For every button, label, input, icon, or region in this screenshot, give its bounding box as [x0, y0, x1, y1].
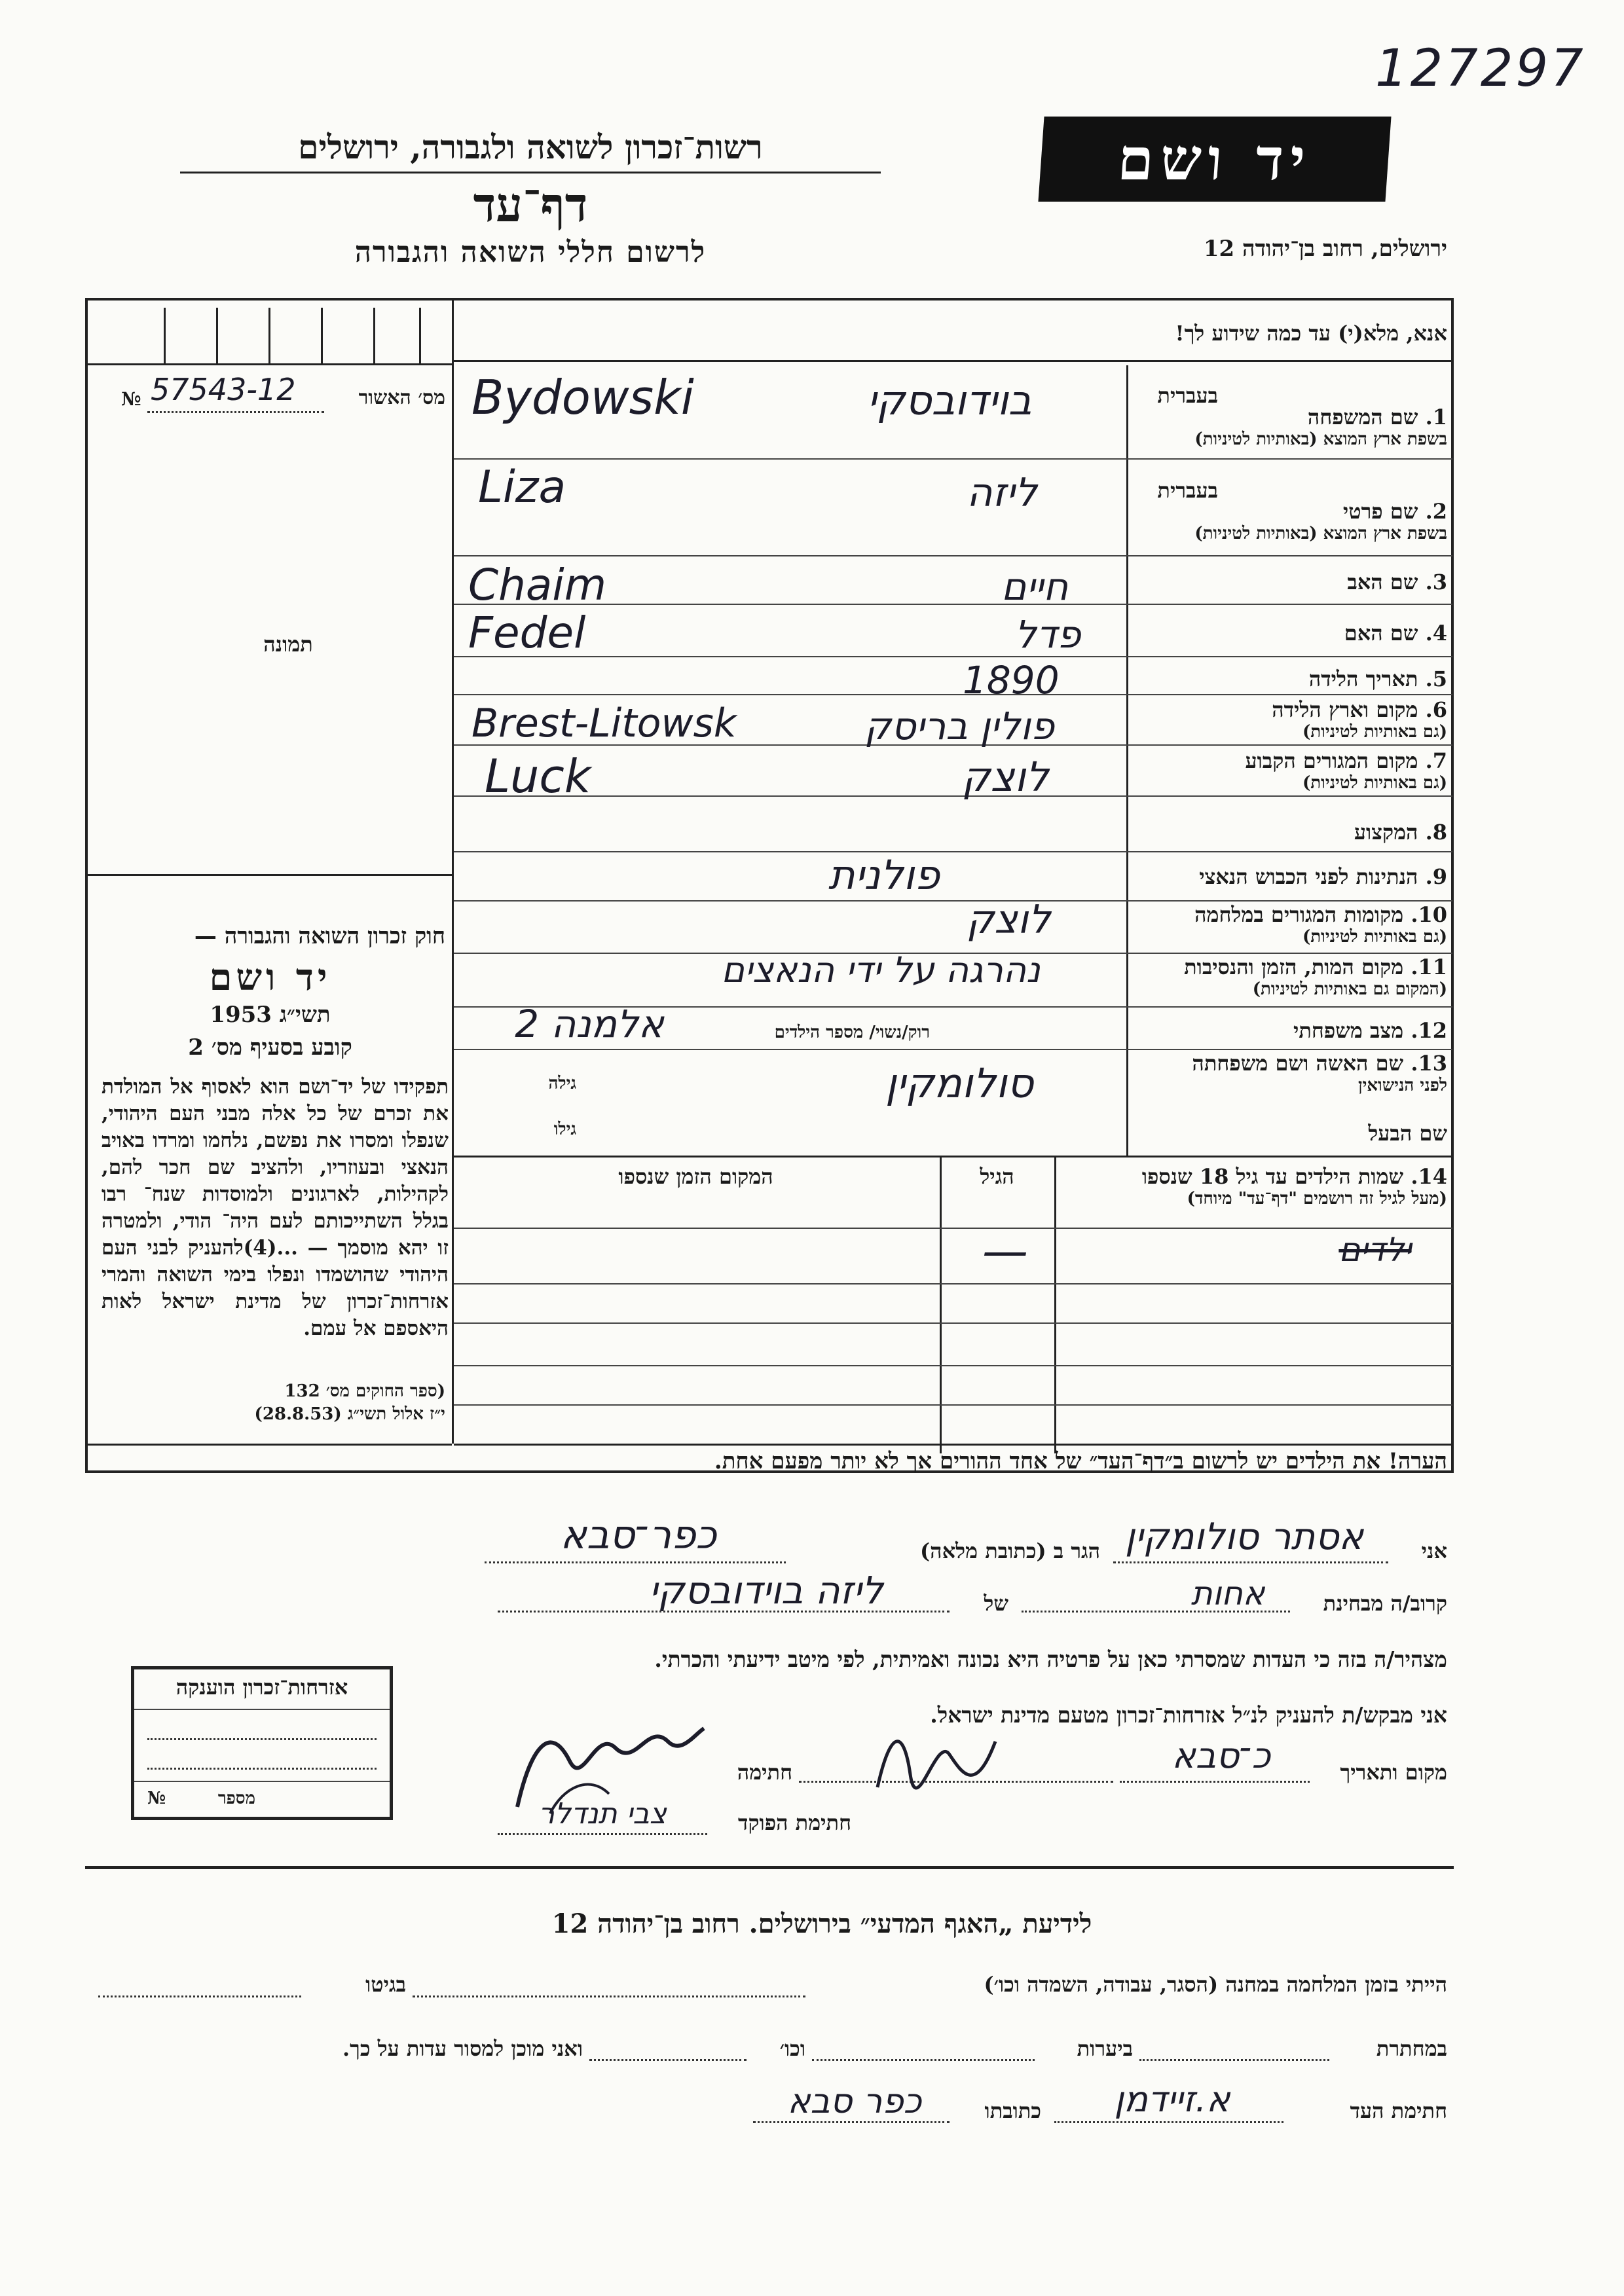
value-residence-hebrew[interactable]: לוצק — [961, 753, 1049, 801]
declarant-address[interactable]: כפר־סבא — [560, 1512, 717, 1558]
info-camp-text: הייתי בזמן המלחמה במחנה (הסגר, עבודה, השמדה וכו׳) — [984, 1972, 1447, 1997]
marital-options: רוק/נשוי/ מספר הילדים — [774, 1023, 930, 1042]
address-header: ירושלים, רחוב בן־יהודה 12 — [1203, 236, 1447, 262]
value-death[interactable]: נהרגה על ידי הנאצים — [721, 949, 1041, 991]
law-clause: קובע בסעיף מס׳ 2 — [188, 1034, 352, 1061]
signature-label: חתימה — [737, 1760, 792, 1785]
value-marital[interactable]: אלמנה 2 — [515, 1002, 664, 1046]
intro-text: אנא, מלא(י) עד כמה שידוע לך! — [1175, 321, 1447, 346]
place-date-label: מקום ותאריך — [1340, 1760, 1447, 1785]
children-age-column: הגיל — [980, 1164, 1014, 1189]
hebrew-column-label-2: בעברית — [1157, 478, 1218, 503]
field-label-nationality: 9. הנתינות לפני הכבוש הנאצי — [1199, 864, 1447, 889]
value-first-name-hebrew[interactable]: ליזה — [967, 470, 1037, 516]
law-title: חוק זכרון השואה והגבורה — — [194, 923, 445, 949]
info-etc-label: וכו׳ — [779, 2036, 805, 2061]
witness-signature-scribble — [864, 1715, 1008, 1800]
info-divider — [85, 1866, 1454, 1869]
citizenship-no-sign: № — [147, 1789, 166, 1808]
value-birthplace-hebrew[interactable]: פולין בריסק — [864, 704, 1055, 748]
witness-name[interactable]: א.זיידמן — [1114, 2079, 1230, 2120]
value-spouse[interactable]: סולומקין — [885, 1059, 1034, 1107]
law-date: י״ז אלול תשי״ג (28.8.53) — [254, 1404, 445, 1424]
authority-name: רשות־זכרון לשואה ולגבורה, ירושלים — [298, 128, 763, 166]
field-label-profession: 8. המקצוע — [1354, 820, 1447, 845]
field-label-marital: 12. מצב משפחתי — [1293, 1018, 1447, 1043]
citizenship-number-label: מספר — [217, 1789, 255, 1808]
approval-number[interactable]: 57543-12 — [151, 372, 296, 407]
field-label-wartime-residence: 10. מקומות המגורים במלחמה (גם באותיות לטיניות) — [1194, 902, 1447, 947]
children-header: 14. שמות הילדים עד גיל 18 שנספו (מעל לגיל זה רושמים "דף־עד" מיוחד) — [1141, 1164, 1447, 1209]
form-title: דף־עד — [473, 177, 588, 232]
law-reference: (ספר החוקים מס׳ 132 — [284, 1381, 445, 1401]
field-label-first-name: 2. שם פרטי בשפת ארץ המוצא (באותיות לטיניות) — [1194, 499, 1447, 543]
officer-label: חתימת הפוקד — [738, 1810, 851, 1835]
info-title: לידיעת „האגף המדעי״ בירושלים. רחוב בן־יהודה 12 — [551, 1908, 1092, 1939]
value-family-name-hebrew[interactable]: בוידובסקי — [867, 376, 1032, 424]
value-mother-latin[interactable]: Fedel — [468, 608, 586, 658]
relation-value[interactable]: אחות — [1190, 1575, 1265, 1613]
relative-label: קרוב/ה מבחינת — [1323, 1591, 1447, 1616]
declarant-i-label: אני — [1421, 1539, 1447, 1563]
value-wartime-residence[interactable]: לוצק — [966, 897, 1051, 943]
value-nationality[interactable]: פולנית — [828, 851, 940, 899]
value-father-latin[interactable]: Chaim — [468, 560, 606, 610]
law-year: תשי״ג 1953 — [210, 1002, 331, 1028]
value-mother-hebrew[interactable]: פדל — [1014, 612, 1081, 657]
info-ghetto-label: בגיטו — [365, 1972, 406, 1997]
request-text: אני מבקש/ת להעניק לנ״ל אזרחות־זכרון מטעם מדינת ישראל. — [930, 1702, 1447, 1728]
witness-address-label: כתובתו — [984, 2098, 1041, 2123]
remark-text: הערה! את הילדים יש לרשום ב״דף־העד״ של אחד ההורים אך לא יותר מפעם אחת. — [714, 1448, 1447, 1474]
of-name[interactable]: ליזה בוידובסקי — [649, 1568, 883, 1613]
value-father-hebrew[interactable]: חיים — [1001, 564, 1069, 609]
children-crossed-name[interactable]: ילדים — [1338, 1231, 1412, 1269]
place-date-value[interactable]: כ־סבא — [1172, 1735, 1271, 1776]
info-testify-text: ואני מוכן למסור עדות על כך. — [342, 2036, 583, 2061]
declarant-address-label: הגר ב (כתובת מלאה) — [920, 1539, 1100, 1563]
citizenship-title: אזרחות־זכרון הוענקה — [175, 1675, 348, 1700]
authority-underline — [180, 172, 881, 173]
law-name: יד ושם — [209, 956, 331, 999]
hebrew-column-label-1: בעברית — [1157, 383, 1218, 408]
officer-name[interactable]: צבי תנדלר — [538, 1797, 667, 1831]
field-label-mother: 4. שם האם — [1344, 621, 1447, 646]
field-label-death: 11. מקום המות, הזמן והנסיבות (המקום גם באותיות לטיניות) — [1184, 955, 1447, 999]
archive-number: 127297 — [1375, 39, 1586, 98]
yad-vashem-logo: יד ושם — [1038, 117, 1391, 202]
info-underground-label: במחתרת — [1376, 2036, 1447, 2061]
info-forests-label: ביערות — [1077, 2036, 1133, 2061]
value-first-name-latin[interactable]: Liza — [478, 462, 566, 513]
declaration-text: מצהיר/ה בזה כי העדות שמסרתי כאן על פרטיה היא נכונה ואמיתית, לפי מיטב ידיעתי והכרתי. — [654, 1647, 1447, 1672]
field-label-spouse: 13. שם האשה ושם משפחתה לפני הנישואין — [1192, 1051, 1447, 1095]
form-subtitle: לרשום חללי השואה והגבורה — [354, 236, 707, 269]
witness-label: חתימת העד — [1350, 2098, 1447, 2123]
field-label-father: 3. שם האב — [1347, 570, 1447, 594]
law-body: תפקידו של יד־ושם הוא לאסוף אל המולדת את זכרם של כל אלה מבני העם היהודי, שנפלו ומסרו את נפשם, נלחמו ומרדו באויב הנאצי ובעוזריו, ולהציב שם חכר להם, לקהילות, לארגונים ולמוסדות שנח־ רבו בגלל השתייכותם לעם היה־ הודי, ולמטרה זו יהא מוסמך — ...(4)להעניק לבני העם היהודי שהושמדו ונפלו בימי השואה והמרי אזרחות־זכרון של מדינת ישראל לאות היאספם אל עמם. — [101, 1075, 449, 1340]
approval-label: מס׳ האשור — [358, 386, 445, 409]
spouse-age-label: גילה — [548, 1074, 576, 1093]
of-label: של — [984, 1591, 1008, 1616]
field-label-residence: 7. מקום המגורים הקבוע (גם באותיות לטיניות) — [1245, 748, 1447, 793]
children-place-column: המקום הזמן שנספו — [618, 1164, 773, 1189]
field-label-husband: שם הבעל — [1368, 1121, 1447, 1146]
witness-address[interactable]: כפר סבא — [787, 2082, 922, 2121]
husband-age-label: גילו — [553, 1120, 576, 1139]
photo-label: תמונה — [263, 632, 313, 657]
declarant-name[interactable]: אסתר סולומקין — [1124, 1516, 1364, 1558]
label-column-divider — [1126, 365, 1128, 1157]
approval-no-sign: № — [121, 388, 141, 410]
value-residence-latin[interactable]: Luck — [485, 750, 591, 803]
children-crossed-age[interactable]: — — [982, 1224, 1028, 1278]
field-label-birth-place: 6. מקום וארץ הלידה (גם באותיות לטיניות) — [1272, 697, 1447, 742]
field-label-family-name: 1. שם המשפחה בשפת ארץ המוצא (באותיות לטיניות) — [1194, 405, 1447, 449]
value-birthplace-latin[interactable]: Brest-Litowsk — [471, 701, 737, 746]
field-label-birth-date: 5. תאריך הלידה — [1308, 666, 1447, 691]
value-family-name-latin[interactable]: Bydowski — [471, 370, 694, 425]
photo-box-bottom — [87, 874, 452, 876]
value-birth-date[interactable]: 1890 — [963, 658, 1060, 702]
